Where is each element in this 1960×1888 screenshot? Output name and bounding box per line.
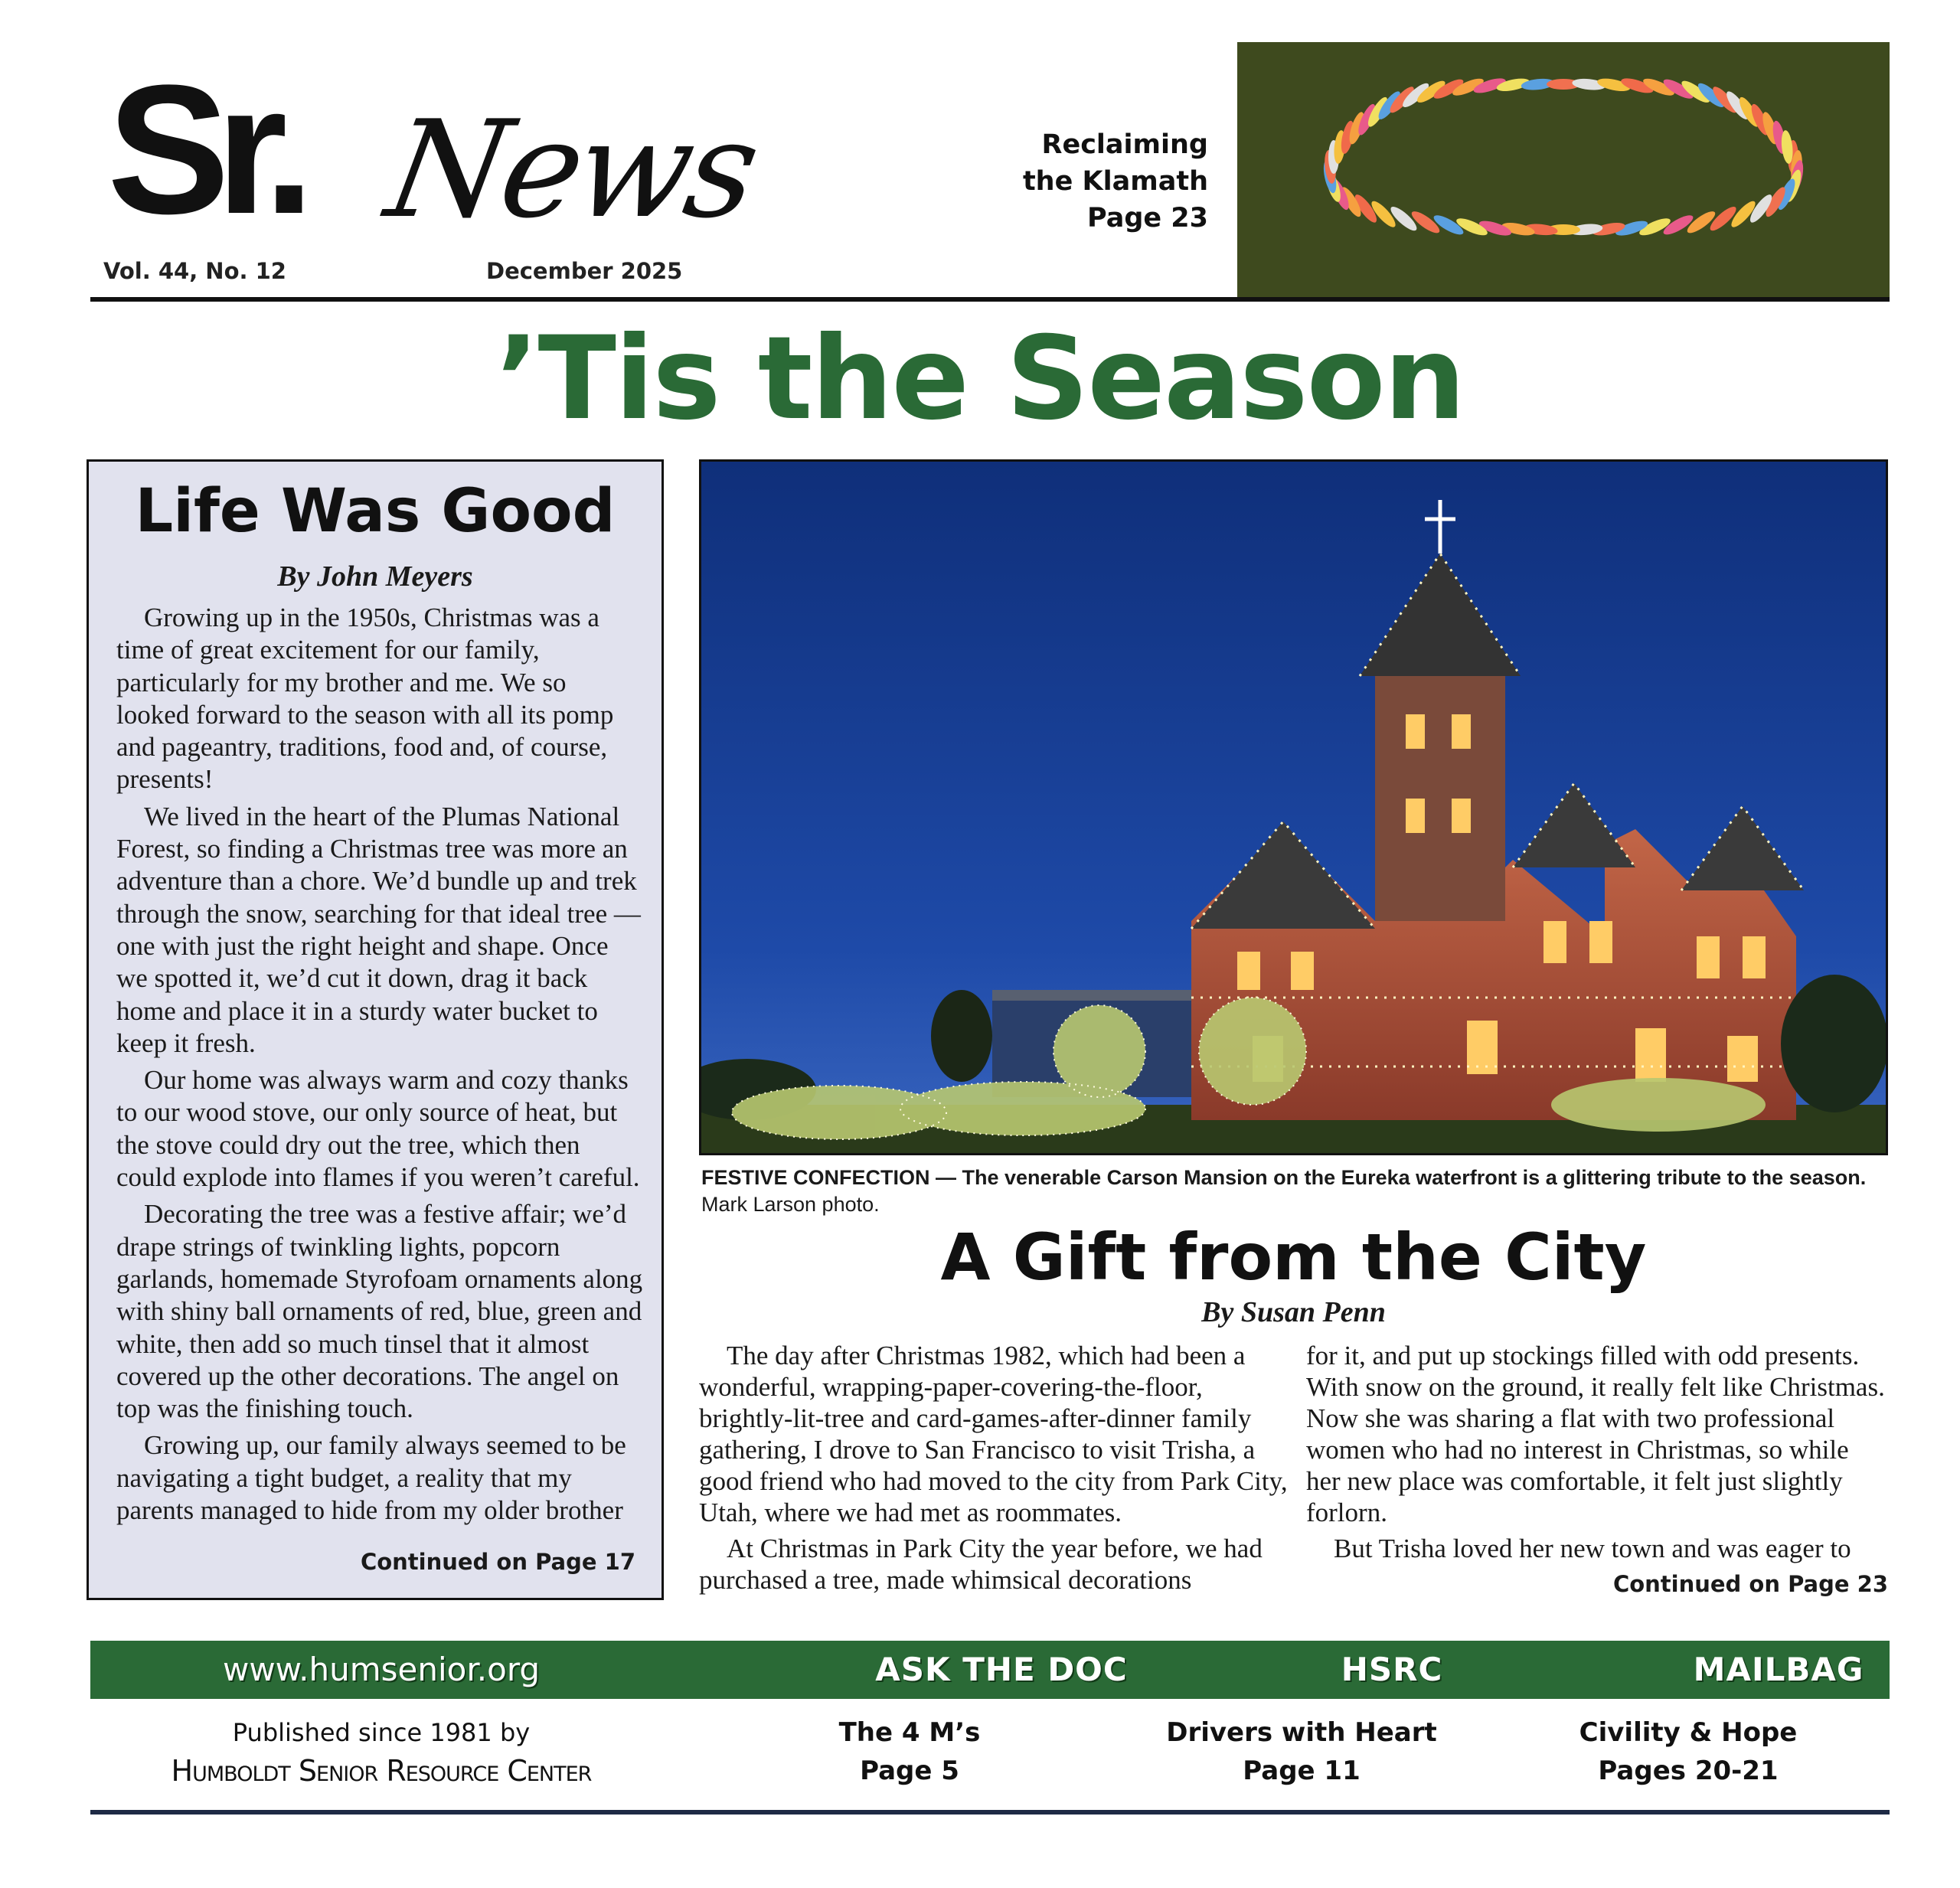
continued-link[interactable]: Continued on Page 17 (360, 1549, 635, 1575)
newspaper-logo (107, 47, 766, 287)
life-was-good-article (87, 459, 664, 1600)
teaser-page: Page 11 (1243, 1756, 1361, 1786)
paragraph: Our home was always warm and cozy thanks to our wood stove, our only source of heat, but the stove could dry out the tree, which then could explode into flames if you weren’t careful. (116, 1065, 640, 1193)
teaser-title: Drivers with Heart (1166, 1717, 1437, 1748)
teaser-line-3: Page 23 (1086, 203, 1208, 234)
footer-rule (90, 1810, 1890, 1815)
paragraph: We lived in the heart of the Plumas National Forest, so finding a Christmas tree was more an adventure than a chore. We’d bundle up and trek through the snow, searching for that ideal tree — one with just the right height and shape. Once we spotted it, we’d cut it down, drag it back home and place it in a sturdy water bucket to keep it fresh. (116, 801, 641, 1058)
teaser-ask-the-doc[interactable] (726, 1713, 1093, 1790)
paragraph: for it, and put up stockings filled with odd presents. With snow on the ground, it really felt like Christmas. Now she was sharing a flat with two professional women who had no interest in Christmas, so while her new place was comfortable, it felt just slightly forlorn. (1306, 1341, 1885, 1527)
gift-from-city-title: A Gift from the City (940, 1220, 1647, 1295)
paragraph: Growing up in the 1950s, Christmas was a time of great excitement for our family, particularly for my brother and me. We so looked forward to the season with all its pomp and pageantry, traditions, food and, of course, presents! (116, 603, 614, 795)
section-heading-ask-the-doc: ASK THE DOC (875, 1651, 1128, 1688)
article-body (116, 602, 645, 1531)
caption-credit: Mark Larson photo. (701, 1193, 880, 1216)
paragraph: Growing up, our family always seemed to be navigating a tight budget, a reality that my parents managed to hide from my older brother (116, 1430, 626, 1526)
teaser-title: Civility & Hope (1579, 1717, 1798, 1748)
teaser-mailbag[interactable] (1497, 1713, 1880, 1790)
gift-from-city-byline: By Susan Penn (1201, 1296, 1386, 1328)
main-headline: ’Tis the Season (495, 312, 1465, 446)
teaser-text (1023, 126, 1208, 237)
publisher-name: Humboldt Senior Resource Center (171, 1754, 592, 1788)
publisher-info (90, 1713, 672, 1790)
section-heading-mailbag: MAILBAG (1693, 1651, 1864, 1688)
teaser-hsrc[interactable] (1110, 1713, 1493, 1790)
article-byline: By John Meyers (277, 560, 473, 593)
article-column-2 (1306, 1340, 1888, 1569)
paragraph: But Trisha loved her new town and was eager to (1334, 1534, 1851, 1563)
logo-sr: Sr. (107, 47, 301, 252)
article-title: Life Was Good (135, 477, 616, 546)
continued-link[interactable]: Continued on Page 23 (1612, 1571, 1888, 1597)
website-link[interactable]: www.humsenior.org (222, 1651, 541, 1688)
teaser-page: Page 5 (860, 1756, 959, 1786)
issue-date: December 2025 (486, 258, 683, 284)
teaser-line-1: Reclaiming (1041, 129, 1208, 160)
section-heading-hsrc: HSRC (1341, 1651, 1443, 1688)
teaser-line-2: the Klamath (1022, 166, 1208, 197)
footer-bar (90, 1641, 1890, 1699)
volume-number: Vol. 44, No. 12 (103, 258, 286, 284)
paragraph: The day after Christmas 1982, which had been a wonderful, wrapping-paper-covering-the-floor, brightly-lit-tree and card-games-after-dinner family gathering, I drove to San Francisco to visit Trisha, a good friend who had moved to the city from Park City, Utah, where we had met as roommates. (699, 1341, 1288, 1527)
logo-news: News (377, 93, 766, 248)
article-column-1 (699, 1340, 1289, 1600)
photo-caption (701, 1164, 1888, 1218)
paragraph: Decorating the tree was a festive affair; we’d drape strings of twinkling lights, popcorn garlands, homemade Styrofoam ornaments along with shiny ball ornaments of red, blue, green and white, then add so much tinsel that it almost covered up the other decorations. The angel on top was the finishing touch. (116, 1199, 643, 1424)
paragraph: At Christmas in Park City the year before, we had purchased a tree, made whimsical decorations (699, 1534, 1263, 1595)
kayak-ring-photo (1237, 42, 1890, 299)
published-since: Published since 1981 by (232, 1718, 531, 1747)
carson-mansion-photo (699, 459, 1888, 1155)
mansion-illustration (701, 462, 1888, 1155)
masthead-rule (90, 297, 1890, 302)
teaser-title: The 4 M’s (838, 1717, 981, 1748)
kayak-ring-illustration (1237, 42, 1890, 299)
teaser-page: Pages 20-21 (1598, 1756, 1779, 1786)
caption-text: FESTIVE CONFECTION — The venerable Carson Mansion on the Eureka waterfront is a glittering tribute to the season. (701, 1166, 1867, 1189)
